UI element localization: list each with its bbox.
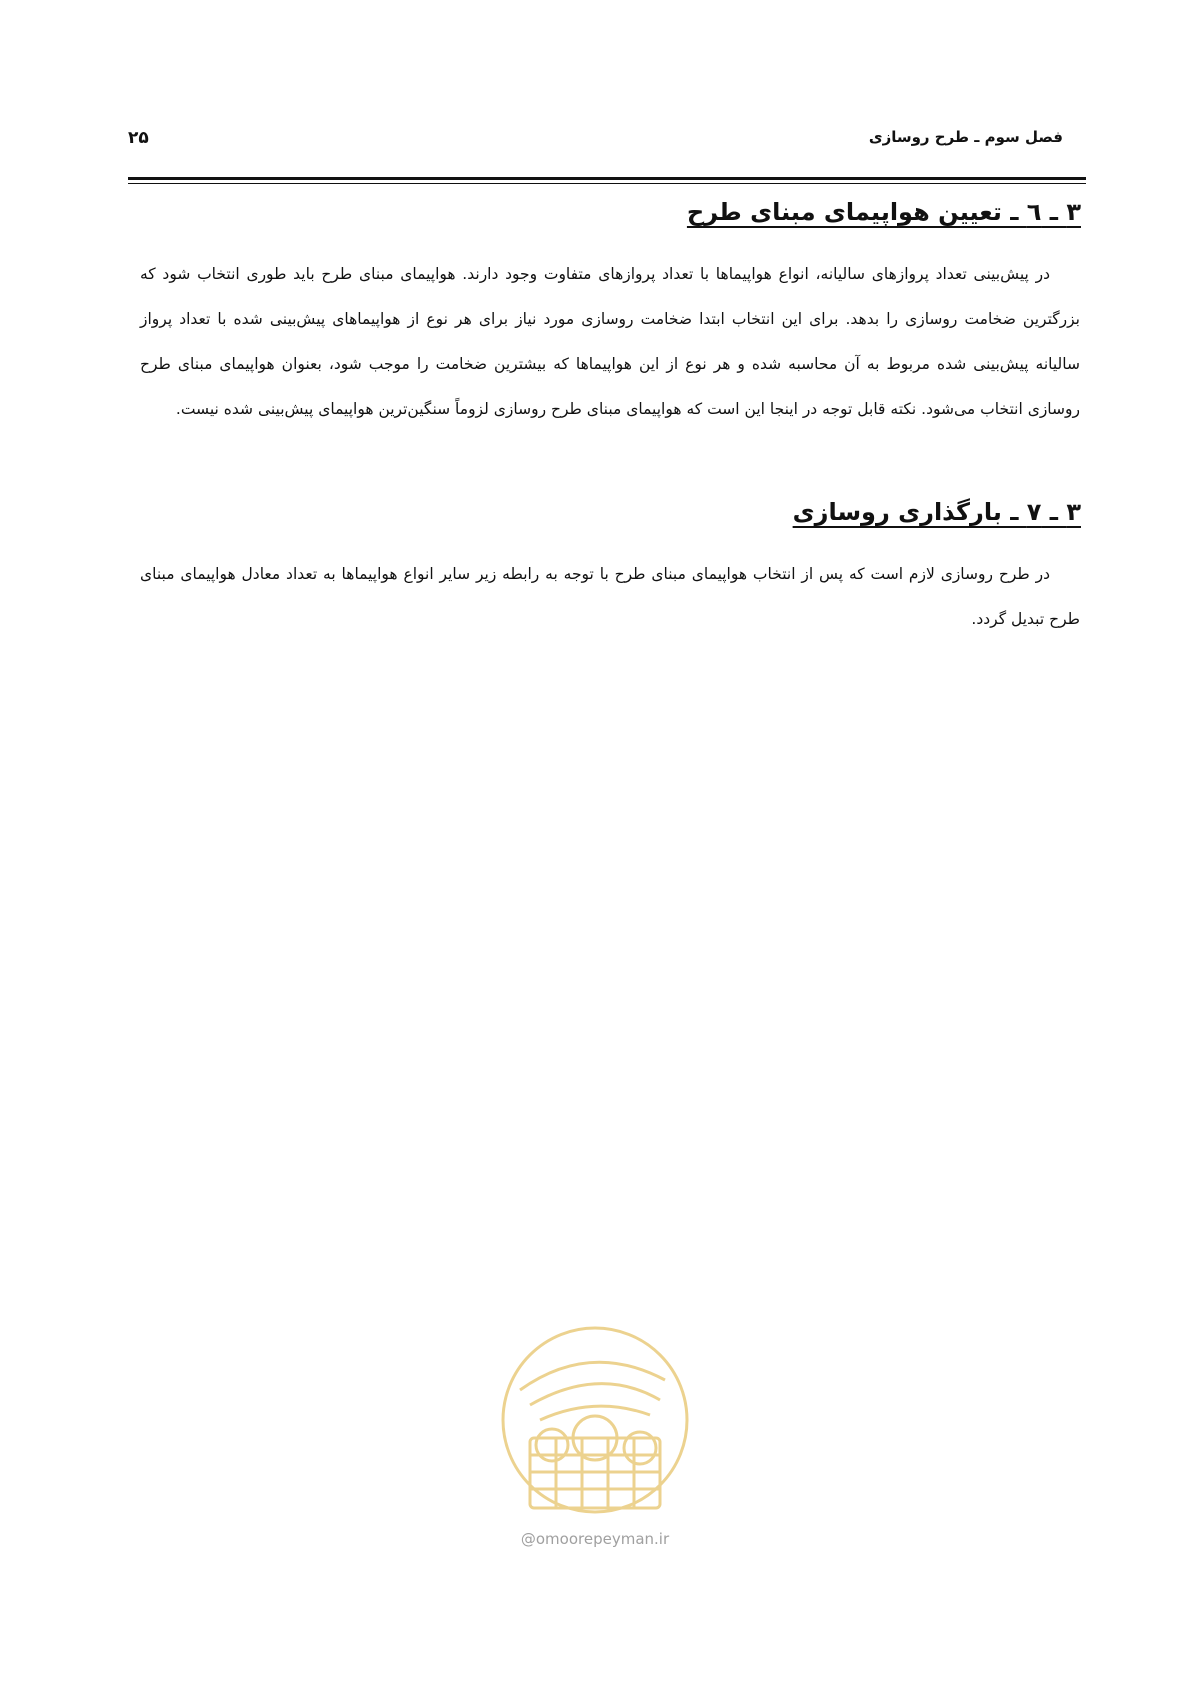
watermark bbox=[490, 1320, 700, 1550]
section-paragraph-3-6: در پیش‌بینی تعداد پروازهای سالیانه، انواع هواپیماها با تعداد پروازهای متفاوت وجود دارند. هواپیمای مبنای طرح باید طوری انتخاب شود که بزرگترین ضخامت روسازی را بدهد. برای این انتخاب ابتدا ضخامت روسازی مورد نیاز برای هر نوع از هواپیماهای پیش‌بینی شده با تعداد پرواز سالیانه پیش‌بینی شده مربوط به آن محاسبه شده و هر نوع از این هواپیماها که بیشترین ضخامت را موجب شود، بعنوان هواپیمای مبنای طرح روسازی انتخاب می‌شود. نکته قابل توجه در اینجا این است که هواپیمای مبنای طرح روسازی لزوماً سنگین‌ترین هواپیمای پیش‌بینی شده نیست. bbox=[140, 265, 1080, 418]
watermark-url: @omoorepeyman.ir bbox=[520, 1530, 670, 1548]
section-heading-3-6: ۳ ـ ٦ ـ تعیین هواپیمای مبنای طرح bbox=[686, 198, 1081, 226]
page-number: ۲۵ bbox=[128, 128, 149, 148]
header-rule bbox=[128, 177, 1086, 184]
section-heading-3-7: ۳ ـ ۷ ـ بارگذاری روسازی bbox=[792, 498, 1081, 526]
section-paragraph-3-7: در طرح روسازی لازم است که پس از انتخاب هواپیمای مبنای طرح با توجه به رابطه زیر سایر انواع هواپیماها به تعداد معادل هواپیمای مبنای طرح تبدیل گردد. bbox=[140, 565, 1080, 628]
page-header bbox=[128, 128, 1063, 158]
watermark-logo-icon bbox=[490, 1320, 700, 1525]
chapter-title: فصل سوم ـ طرح روسازی bbox=[868, 128, 1063, 146]
